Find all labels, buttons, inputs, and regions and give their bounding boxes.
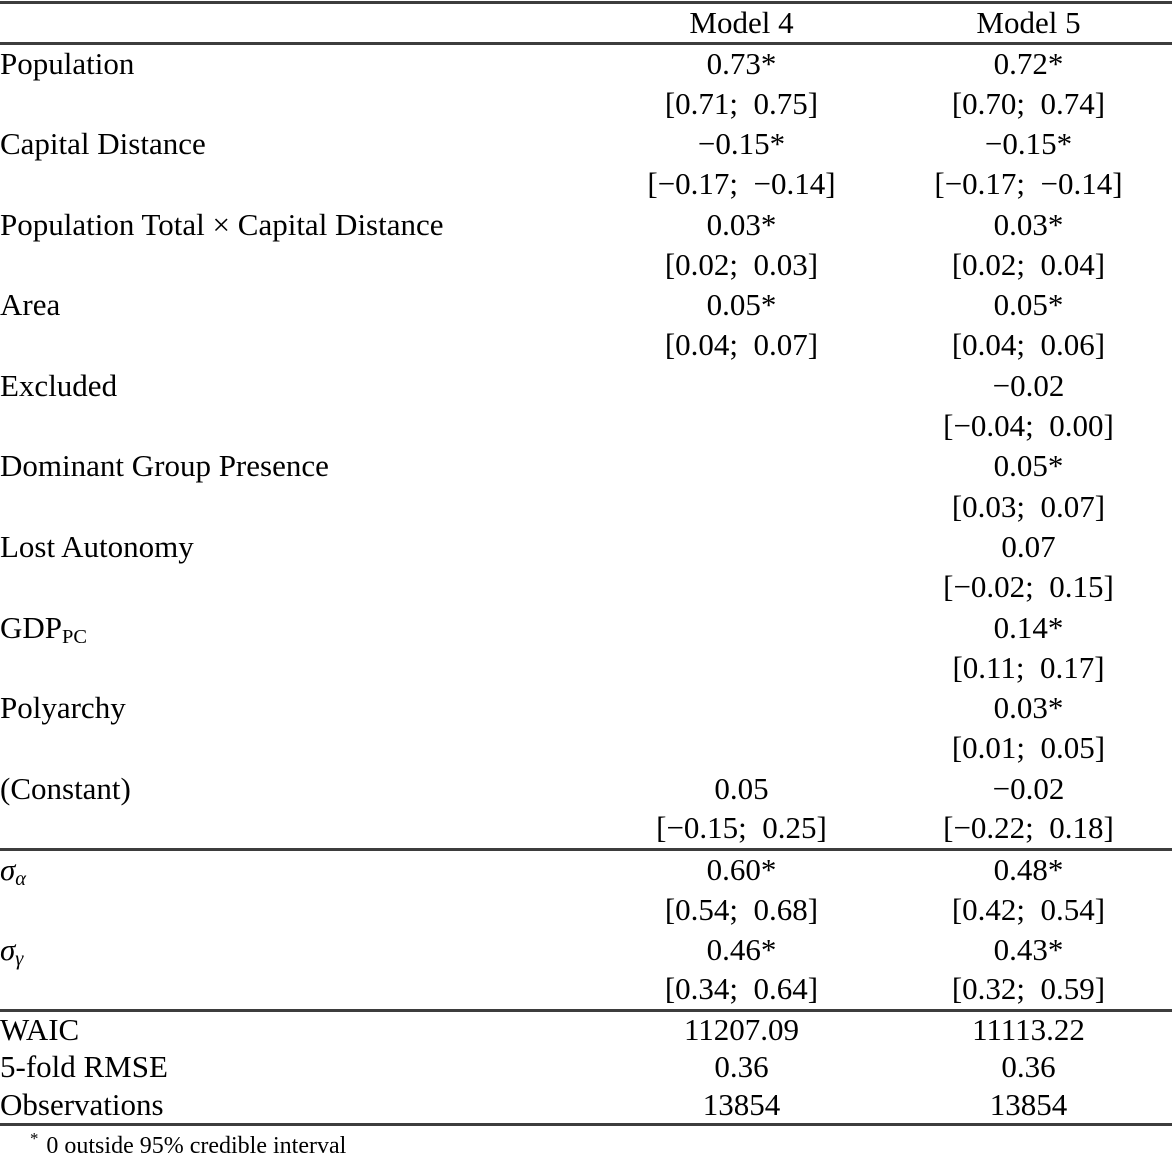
gof-label-waic: WAIC [0,1011,598,1049]
interval-polyarchy-m5: [0.01; 0.05] [951,730,1106,766]
coef-label-constant: (Constant) [0,770,131,806]
coef-label-polyarchy: Polyarchy [0,690,126,726]
coef-label-excluded: Excluded [0,367,118,403]
estimate-area-m4: 0.05* [706,287,777,323]
empty-cell [0,84,598,124]
coef-row-population [0,44,1172,84]
interval-area-m4: [0.04; 0.07] [664,327,819,363]
estimate-constant-m4: 0.05 [714,770,769,806]
interval-population-m4: [0.71; 0.75] [664,85,819,121]
variance-label-sigma-alpha [0,849,598,889]
interval-sigma-gamma-m4: [0.34; 0.64] [664,971,819,1007]
coef-row-lost-autonomy [0,527,1172,567]
estimate-polyarchy-m5: 0.03* [993,690,1064,726]
estimate-dominant-group-m5: 0.05* [993,448,1064,484]
coef-row-dominant-group [0,446,1172,486]
sigma-alpha-subscript: α [15,868,27,891]
gof-row-observations [0,1087,1172,1125]
estimate-sigma-alpha-m5: 0.48* [885,849,1172,889]
estimate-sigma-gamma-m4: 0.46* [706,931,777,967]
estimate-lost-autonomy-m5: 0.07 [1001,528,1056,564]
empty-cell [0,648,598,688]
header-empty-cell [0,3,598,44]
gof-label-observations: Observations [0,1087,598,1125]
sigma-alpha-symbol: σ [0,852,16,888]
interval-dominant-group-m5: [0.03; 0.07] [951,488,1106,524]
empty-cell [0,245,598,285]
estimate-lost-autonomy-m4 [598,527,885,567]
coef-label-dominant-group: Dominant Group Presence [0,448,329,484]
estimate-polyarchy-m4 [598,688,885,728]
empty-cell [0,567,598,607]
table-header-row [0,3,1172,44]
interval-constant-m4: [−0.15; 0.25] [656,810,827,846]
estimate-excluded-m5: −0.02 [992,367,1065,403]
interval-polyarchy-m4 [598,729,885,769]
coef-row-capital-distance [0,124,1172,164]
estimate-interaction-m5: 0.03* [993,206,1064,242]
ci-row-area [0,326,1172,366]
ci-row-excluded [0,406,1172,446]
ci-row-sigma-alpha [0,890,1172,930]
empty-cell [0,970,598,1010]
column-header-model5: Model 5 [885,3,1172,44]
estimate-sigma-gamma-m5: 0.43* [993,931,1064,967]
gof-observations-m4: 13854 [598,1087,885,1125]
ci-row-population [0,84,1172,124]
empty-cell [0,406,598,446]
ci-row-gdp-pc [0,648,1172,688]
interval-interaction-m4: [0.02; 0.03] [664,246,819,282]
ci-row-polyarchy [0,729,1172,769]
interval-sigma-gamma-m5: [0.32; 0.59] [951,971,1106,1007]
ci-row-sigma-gamma [0,970,1172,1010]
gof-observations-m5: 13854 [885,1087,1172,1125]
gof-waic-m5: 11113.22 [885,1011,1172,1049]
interval-population-m5: [0.70; 0.74] [951,85,1106,121]
gof-row-rmse [0,1049,1172,1087]
coef-label-lost-autonomy: Lost Autonomy [0,528,194,564]
interval-capital-distance-m5: [−0.17; −0.14] [934,166,1123,202]
empty-cell [0,164,598,204]
footnote-marker: * [30,1129,39,1149]
interval-interaction-m5: [0.02; 0.04] [951,246,1106,282]
sigma-gamma-subscript: γ [15,948,24,971]
estimate-interaction-m4: 0.03* [706,206,777,242]
gof-rmse-m4: 0.36 [714,1049,769,1085]
empty-cell [0,729,598,769]
estimate-population-m4: 0.73* [706,46,777,82]
interval-constant-m5: [−0.22; 0.18] [943,810,1114,846]
ci-row-constant [0,809,1172,849]
coef-row-constant [0,769,1172,809]
ci-row-interaction [0,245,1172,285]
estimate-dominant-group-m4 [598,446,885,486]
interval-area-m5: [0.04; 0.06] [951,327,1106,363]
interval-gdp-pc-m5: [0.11; 0.17] [952,649,1105,685]
gof-row-waic [0,1011,1172,1049]
gof-waic-m4: 11207.09 [598,1011,885,1049]
coef-label-area: Area [0,287,61,323]
estimate-sigma-alpha-m4: 0.60* [598,849,885,889]
estimate-excluded-m4 [598,366,885,406]
interval-capital-distance-m4: [−0.17; −0.14] [647,166,836,202]
gof-rmse-m5: 0.36 [1001,1049,1056,1085]
empty-cell [0,809,598,849]
estimate-population-m5: 0.72* [993,46,1064,82]
empty-cell [0,487,598,527]
interval-lost-autonomy-m4 [598,567,885,607]
estimate-area-m5: 0.05* [993,287,1064,323]
coef-row-area [0,285,1172,325]
interval-excluded-m5: [−0.04; 0.00] [943,408,1114,444]
table-footnote [0,1126,1172,1160]
variance-row-sigma-alpha [0,849,1172,889]
coef-row-excluded [0,366,1172,406]
interval-gdp-pc-m4 [598,648,885,688]
interval-excluded-m4 [598,406,885,446]
gdp-label-subscript: PC [62,625,88,648]
variance-label-sigma-gamma [0,930,598,970]
variance-row-sigma-gamma [0,930,1172,970]
coef-row-gdp-pc [0,608,1172,648]
empty-cell [0,326,598,366]
regression-table [0,1,1172,1126]
ci-row-lost-autonomy [0,567,1172,607]
estimate-gdp-pc-m4 [598,608,885,648]
estimate-gdp-pc-m5: 0.14* [993,609,1064,645]
footnote-text: 0 outside 95% credible interval [46,1133,347,1160]
estimate-capital-distance-m5: −0.15* [984,125,1073,161]
coef-row-interaction [0,205,1172,245]
gof-label-rmse: 5-fold RMSE [0,1049,168,1085]
estimate-constant-m5: −0.02 [992,770,1065,806]
sigma-gamma-symbol: σ [0,931,16,967]
interval-sigma-alpha-m5: [0.42; 0.54] [951,891,1106,927]
coef-label-interaction: Population Total × Capital Distance [0,206,444,242]
ci-row-dominant-group [0,487,1172,527]
column-header-model4: Model 4 [598,3,885,44]
gdp-label-text: GDP [0,609,63,645]
interval-sigma-alpha-m4: [0.54; 0.68] [664,891,819,927]
interval-lost-autonomy-m5: [−0.02; 0.15] [943,569,1114,605]
empty-cell [0,890,598,930]
coef-label-gdp-pc [0,608,598,648]
ci-row-capital-distance [0,164,1172,204]
interval-dominant-group-m4 [598,487,885,527]
coef-row-polyarchy [0,688,1172,728]
coef-label-population: Population [0,46,135,82]
coef-label-capital-distance: Capital Distance [0,125,206,161]
estimate-capital-distance-m4: −0.15* [697,125,786,161]
